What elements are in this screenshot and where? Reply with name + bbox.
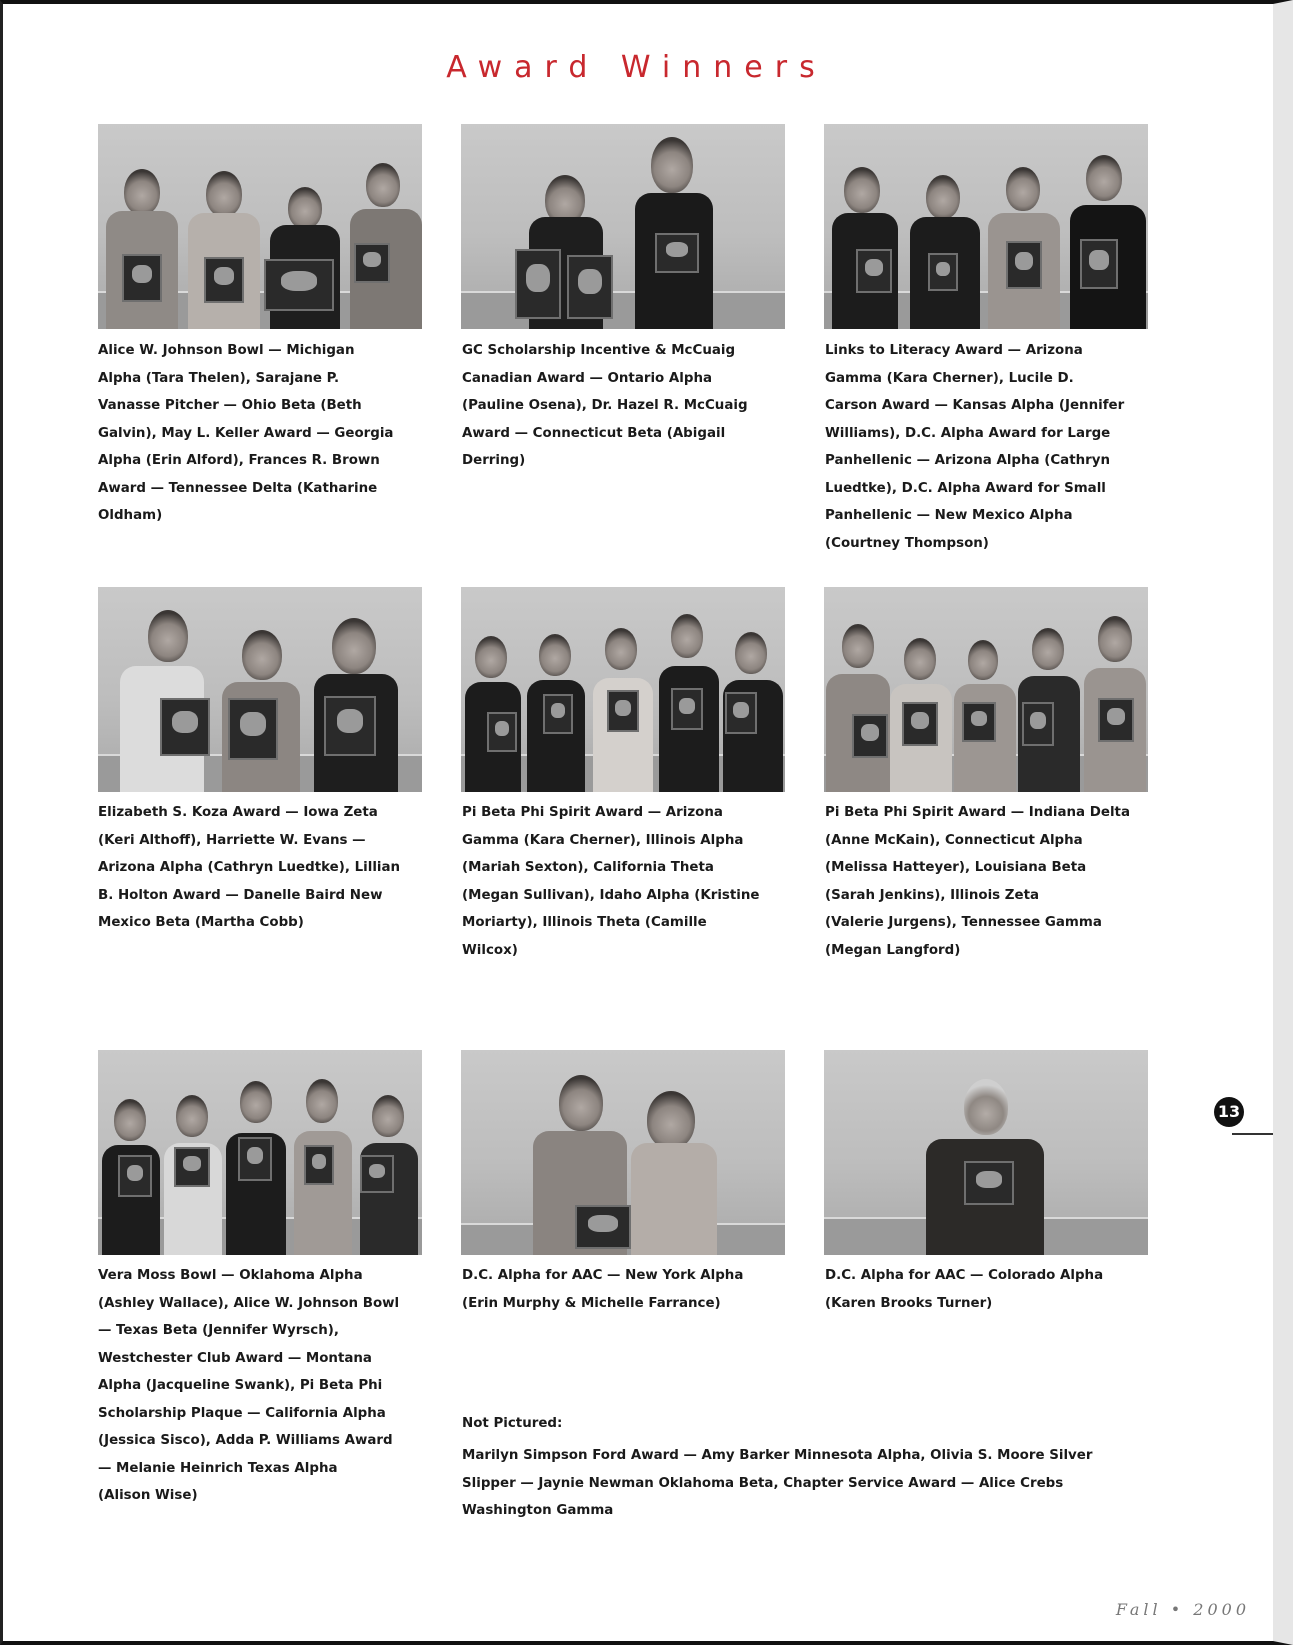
award-caption-4: Elizabeth S. Koza Award — Iowa Zeta (Keri Althoff), Harriette W. Evans — Arizona Alpha (Cathryn Luedtke), Lillian B. Holton Award — Danelle Baird New Mexico Beta (Martha Cobb) [98, 805, 401, 930]
award-photo-9 [824, 1050, 1148, 1255]
award-caption-7: Vera Moss Bowl — Oklahoma Alpha (Ashley Wallace), Alice W. Johnson Bowl — Texas Beta (Jennifer Wyrsch), Westchester Club Award — Montana Alpha (Jacqueline Swank), Pi Beta Phi Scholarship Plaque — California Alpha (Jessica Sisco), Adda P. Williams Award — Melanie Heinrich Texas Alpha (Alison Wise) [98, 1268, 400, 1503]
award-caption-1: Alice W. Johnson Bowl — Michigan Alpha (Tara Thelen), Sarajane P. Vanasse Pitcher — Ohio Beta (Beth Galvin), May L. Keller Award — Georgia Alpha (Erin Alford), Frances R. Brown Award — Tennessee Delta (Katharine Oldham) [98, 343, 394, 523]
award-photo-6 [824, 587, 1148, 792]
award-photo-7 [98, 1050, 422, 1255]
award-caption-2: GC Scholarship Incentive & McCuaig Canadian Award — Ontario Alpha (Pauline Osena), Dr. Hazel R. McCuaig Award — Connecticut Beta (Abigail Derring) [462, 343, 748, 468]
award-photo-2 [461, 124, 785, 329]
page-number-badge: 13 [1214, 1097, 1244, 1127]
award-photo-8 [461, 1050, 785, 1255]
award-caption-9: D.C. Alpha for AAC — Colorado Alpha (Karen Brooks Turner) [825, 1268, 1104, 1311]
award-caption-5: Pi Beta Phi Spirit Award — Arizona Gamma (Kara Cherner), Illinois Alpha (Mariah Sexton), California Theta (Megan Sullivan), Idaho Alpha (Kristine Moriarty), Illinois Theta (Camille Wilcox) [462, 805, 760, 958]
award-caption-3: Links to Literacy Award — Arizona Gamma (Kara Cherner), Lucile D. Carson Award — Kansas Alpha (Jennifer Williams), D.C. Alpha Award for Large Panhellenic — Arizona Alpha (Cathryn Luedtke), D.C. Alpha Award for Small Panhellenic — New Mexico Alpha (Courtney Thompson) [825, 343, 1125, 551]
award-photo-5 [461, 587, 785, 792]
award-caption-8: D.C. Alpha for AAC — New York Alpha (Erin Murphy & Michelle Farrance) [462, 1268, 744, 1311]
award-photo-4 [98, 587, 422, 792]
not-pictured-text: Marilyn Simpson Ford Award — Amy Barker Minnesota Alpha, Olivia S. Moore Silver Slipper — Jaynie Newman Oklahoma Beta, Chapter Service Award — Alice Crebs Washington Gamma [462, 1448, 1093, 1518]
award-photo-1 [98, 124, 422, 329]
issue-footer: Fall • 2000 [1115, 1600, 1250, 1619]
page-title: Award Winners [446, 50, 827, 85]
not-pictured-heading: Not Pictured: [462, 1416, 563, 1431]
award-caption-6: Pi Beta Phi Spirit Award — Indiana Delta (Anne McKain), Connecticut Alpha (Melissa Hatteyer), Louisiana Beta (Sarah Jenkins), Illinois Zeta (Valerie Jurgens), Tennessee Gamma (Megan Langford) [825, 805, 1130, 958]
page-number-rule [1232, 1133, 1273, 1135]
award-photo-3 [824, 124, 1148, 329]
